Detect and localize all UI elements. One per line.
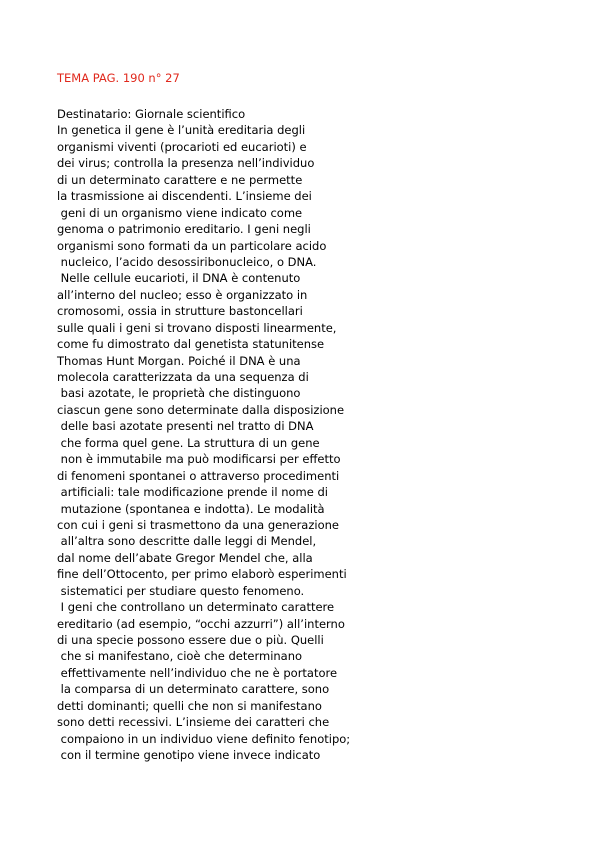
text-line: come fu dimostrato dal genetista statunitense (57, 337, 325, 352)
text-line: che forma quel gene. La struttura di un gene (57, 435, 320, 450)
text-line: con cui i geni si trasmettono da una generazione (57, 517, 339, 532)
text-line: Nelle cellule eucarioti, il DNA è contenuto (57, 271, 301, 286)
text-line: compaiono in un individuo viene definito fenotipo; (57, 731, 351, 746)
text-line: nucleico, l’acido desossiribonucleico, o DNA. (57, 254, 317, 269)
text-line: geni di un organismo viene indicato come (57, 205, 303, 220)
text-line: mutazione (spontanea e indotta). Le modalità (57, 501, 325, 516)
text-line: che si manifestano, cioè che determinano (57, 649, 303, 664)
text-line: delle basi azotate presenti nel tratto di DNA (57, 419, 314, 434)
text-line: con il termine genotipo viene invece indicato (57, 748, 321, 763)
text-line: di fenomeni spontanei o attraverso procedimenti (57, 468, 340, 483)
text-line: fine dell’Ottocento, per primo elaborò esperimenti (57, 567, 347, 582)
text-line: ereditario (ad esempio, “occhi azzurri”) all’interno (57, 616, 345, 631)
text-line: Thomas Hunt Morgan. Poiché il DNA è una (57, 353, 301, 368)
text-line: sistematici per studiare questo fenomeno. (57, 583, 305, 598)
text-line: dal nome dell’abate Gregor Mendel che, alla (57, 550, 313, 565)
text-line: artificiali: tale modificazione prende il nome di (57, 485, 328, 500)
text-line: genoma o patrimonio ereditario. I geni negli (57, 222, 311, 237)
recipient-line: Destinatario: Giornale scientifico (57, 107, 246, 121)
text-line: di una specie possono essere due o più. Quelli (57, 633, 324, 647)
text-line: la trasmissione ai discendenti. L’insieme dei (57, 189, 312, 204)
document-page (57, 0, 577, 842)
page-title: TEMA PAG. 190 n° 27 (57, 71, 180, 85)
text-line: non è immutabile ma può modificarsi per effetto (57, 452, 341, 467)
text-line: sulle quali i geni si trovano disposti linearmente, (57, 320, 337, 335)
text-line: basi azotate, le proprietà che distinguono (57, 386, 301, 401)
text-line: effettivamente nell’individuo che ne è portatore (57, 665, 338, 680)
text-line: organismi viventi (procarioti ed eucarioti) e (57, 139, 307, 154)
text-line: cromosomi, ossia in strutture bastoncellari (57, 304, 303, 319)
text-line: molecola caratterizzata da una sequenza di (57, 370, 309, 384)
text-line: la comparsa di un determinato carattere, sono (57, 682, 330, 697)
text-line: sono detti recessivi. L’insieme dei caratteri che (57, 715, 330, 730)
essay-body (57, 106, 350, 764)
text-line: In genetica il gene è l’unità ereditaria degli (57, 123, 306, 138)
text-line: all’interno del nucleo; esso è organizzato in (57, 287, 308, 302)
text-line: all’altra sono descritte dalle leggi di Mendel, (57, 534, 317, 549)
text-line: organismi sono formati da un particolare acido (57, 238, 327, 253)
text-line: I geni che controllano un determinato carattere (57, 600, 335, 615)
text-line: dei virus; controlla la presenza nell’individuo (57, 156, 315, 171)
text-line: di un determinato carattere e ne permette (57, 172, 303, 187)
text-line: detti dominanti; quelli che non si manifestano (57, 698, 322, 713)
text-line: ciascun gene sono determinate dalla disposizione (57, 402, 345, 417)
